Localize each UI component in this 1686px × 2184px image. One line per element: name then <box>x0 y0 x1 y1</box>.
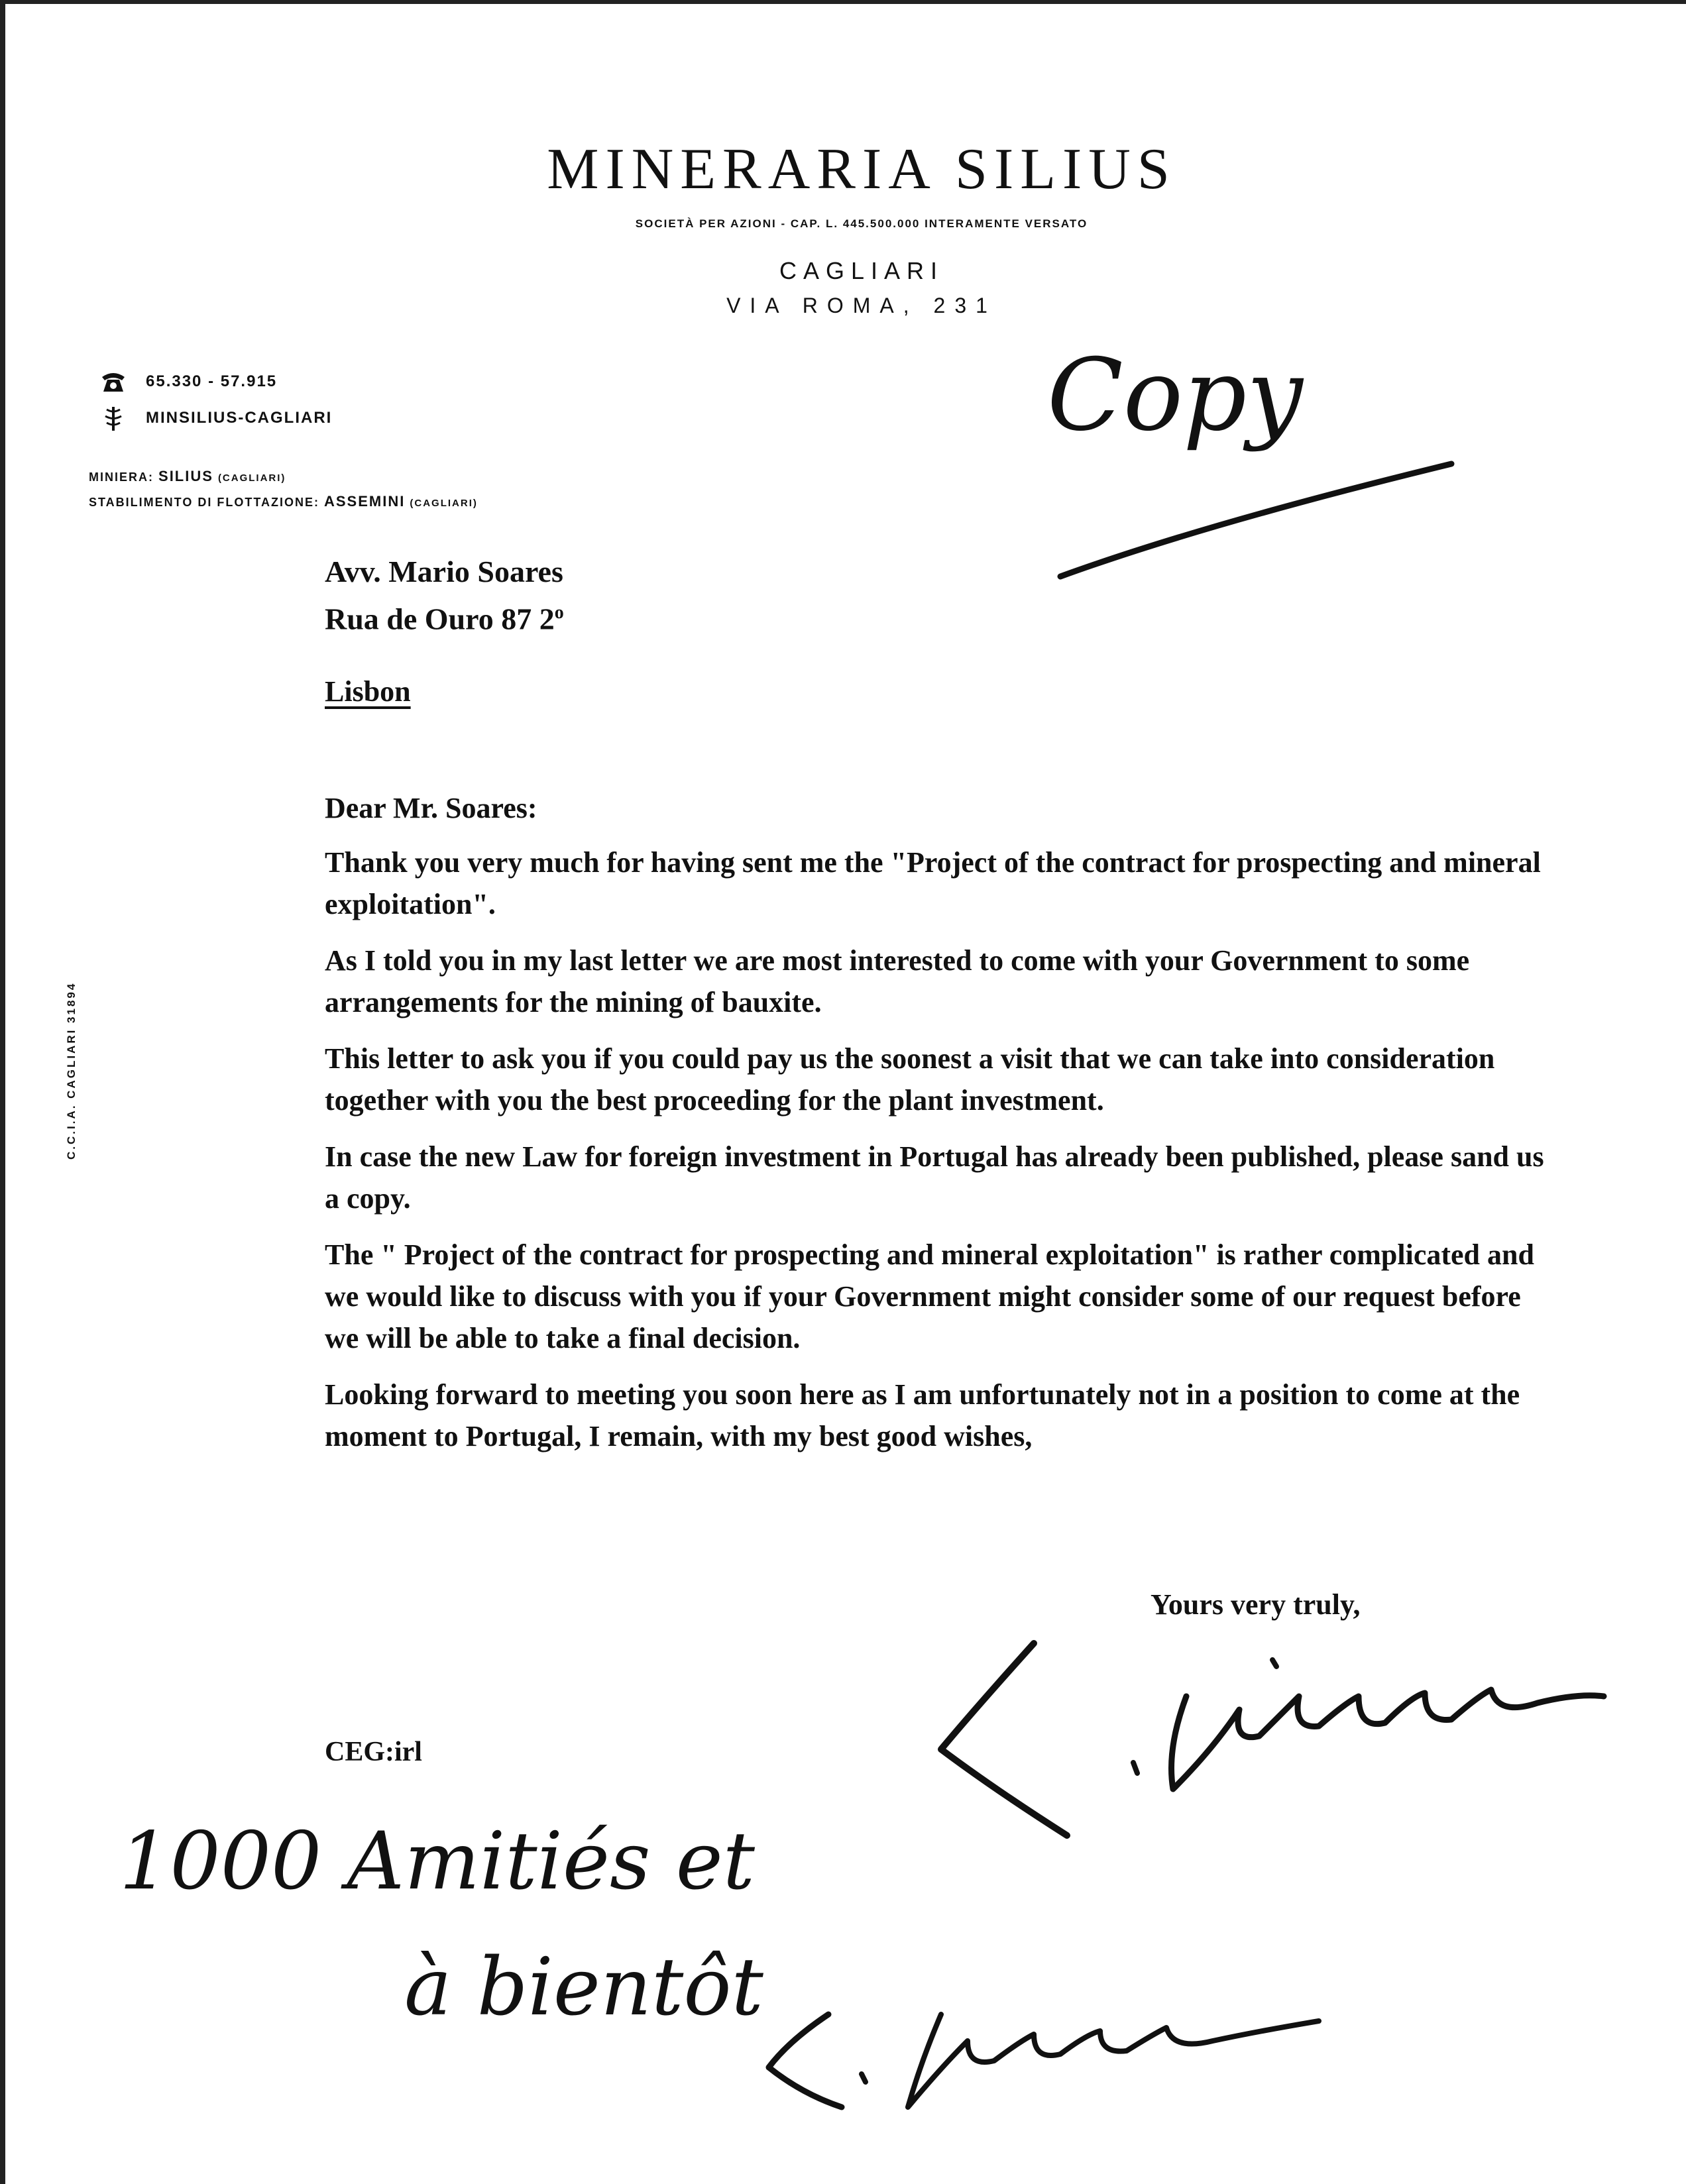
signature-dot <box>1133 1763 1137 1773</box>
mine-name: SILIUS <box>158 468 213 484</box>
signature-2-initial <box>769 2014 842 2107</box>
company-street: VIA ROMA, 231 <box>726 294 997 317</box>
company-city: CAGLIARI <box>779 257 944 284</box>
closing: Yours very truly, <box>1151 1588 1361 1621</box>
signature-initial-stroke <box>941 1643 1067 1835</box>
telegraph-address: MINSILIUS-CAGLIARI <box>146 409 333 427</box>
plant-name: ASSEMINI <box>324 493 406 510</box>
signature-2-script <box>908 2014 1319 2107</box>
paragraph: Looking forward to meeting you soon here as I am unfortunately not in a position to come at the moment to Portugal, I remain, with my best good wishes, <box>325 1378 1520 1452</box>
signature-1 <box>941 1643 1604 1835</box>
plant-label: STABILIMENTO DI FLOTTAZIONE: <box>89 496 319 509</box>
note-line-1: 1000 Amitiés et <box>119 1816 755 1908</box>
recipient-street: Rua de Ouro 87 2 <box>325 602 555 636</box>
mine-label: MINIERA: <box>89 470 154 484</box>
phone-numbers: 65.330 - 57.915 <box>146 372 278 390</box>
signature-2 <box>769 2014 1319 2107</box>
paragraph: As I told you in my last letter we are most interested to come with your Government to some arrangements for the mining of bauxite. <box>325 944 1470 1018</box>
salutation: Dear Mr. Soares: <box>325 792 537 824</box>
recipient-city: Lisbon <box>325 675 411 708</box>
copy-underline <box>1060 464 1451 576</box>
recipient-floor-suffix: o <box>554 602 564 623</box>
copy-text: Copy <box>1047 338 1303 453</box>
plant-place: (CAGLIARI) <box>410 498 478 509</box>
paragraph: The " Project of the contract for prospecting and mineral exploitation" is rather complicated and we would like to discuss with you if your Government might consider some of our request before we will be able to take a final decision. <box>325 1238 1534 1354</box>
mine-place: (CAGLIARI) <box>217 472 286 484</box>
company-legal-line: SOCIETÀ PER AZIONI - CAP. L. 445.500.000 INTERAMENTE VERSATO <box>635 217 1088 230</box>
copy-annotation <box>1047 338 1451 576</box>
paragraph: This letter to ask you if you could pay us the soonest a visit that we can take into consideration together with you the best proceeding for the plant investment. <box>325 1042 1495 1117</box>
handwritten-note <box>119 1816 764 2034</box>
note-line-2: à bientôt <box>404 1941 763 2034</box>
paragraph: In case the new Law for foreign investment in Portugal has already been published, please sand us a copy. <box>325 1140 1544 1215</box>
recipient-name: Avv. Mario Soares <box>325 555 563 588</box>
registry-number: C.C.I.A. CAGLIARI 31894 <box>65 981 78 1160</box>
signature-script <box>1172 1690 1604 1789</box>
reference-initials: CEG:irl <box>325 1737 422 1767</box>
signature-2-dot <box>862 2074 866 2082</box>
paragraph: Thank you very much for having sent me the "Project of the contract for prospecting and mineral exploitation". <box>325 846 1541 920</box>
signature-tittle <box>1272 1660 1276 1666</box>
company-name: MINERARIA SILIUS <box>547 137 1176 201</box>
